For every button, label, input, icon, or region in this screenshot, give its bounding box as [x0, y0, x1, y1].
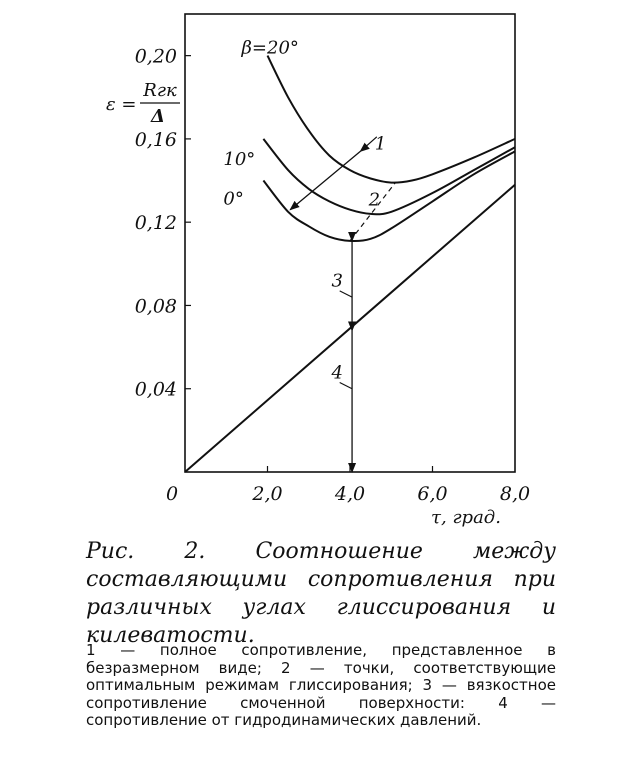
leader-3 — [340, 291, 352, 297]
series-label: 0° — [223, 188, 244, 210]
tick-labels — [106, 46, 530, 528]
y-axis-label-denominator: Δ — [151, 106, 165, 127]
series-line-4 — [185, 185, 515, 472]
plot-frame — [185, 14, 515, 472]
annotation-4: 4 — [331, 362, 343, 384]
y-tick-label: 0,20 — [134, 45, 177, 68]
annotations — [223, 38, 386, 472]
x-tick-label: 0 — [165, 483, 179, 505]
series-line-2 — [263, 139, 515, 214]
axes — [185, 14, 515, 472]
x-tick-label: 2,0 — [252, 483, 283, 505]
figure-legend: 1 — полное сопротивление, представленное в безразмерном виде; 2 — точки, соответствующие оптимальным режимам глиссирования; 3 — вязкостное сопротивление смоченной поверхности: 4 — сопротивление от гидродинамических давлений. — [86, 641, 556, 729]
x-tick-label: 8,0 — [499, 483, 531, 505]
x-axis-label: τ, град. — [431, 507, 501, 528]
annotation-1: 1 — [374, 133, 387, 155]
series-line-1 — [268, 56, 516, 183]
leader-4 — [340, 382, 352, 388]
figure-caption: Рис. 2. Соотношение между составляющими сопротивления при различных углах глиссирования и килеватости. — [86, 539, 556, 648]
x-tick-label: 6,0 — [417, 483, 448, 505]
y-tick-label: 0,16 — [134, 128, 177, 151]
series-label: β=20° — [241, 37, 299, 59]
x-tick-label: 4,0 — [334, 483, 366, 505]
annotation-2: 2 — [368, 189, 381, 211]
series-lines — [185, 56, 515, 472]
y-tick-label: 0,04 — [134, 378, 177, 401]
annotation-3: 3 — [331, 270, 343, 292]
series-label: 10° — [223, 148, 256, 170]
arrow-1 — [290, 151, 360, 209]
series-line-3 — [263, 151, 515, 241]
y-axis-label-left: ε = — [106, 94, 137, 115]
y-axis-label — [106, 80, 180, 127]
y-tick-label: 0,12 — [134, 212, 177, 235]
y-axis-label-numerator: Rгк — [143, 80, 177, 101]
y-tick-label: 0,08 — [134, 295, 177, 318]
